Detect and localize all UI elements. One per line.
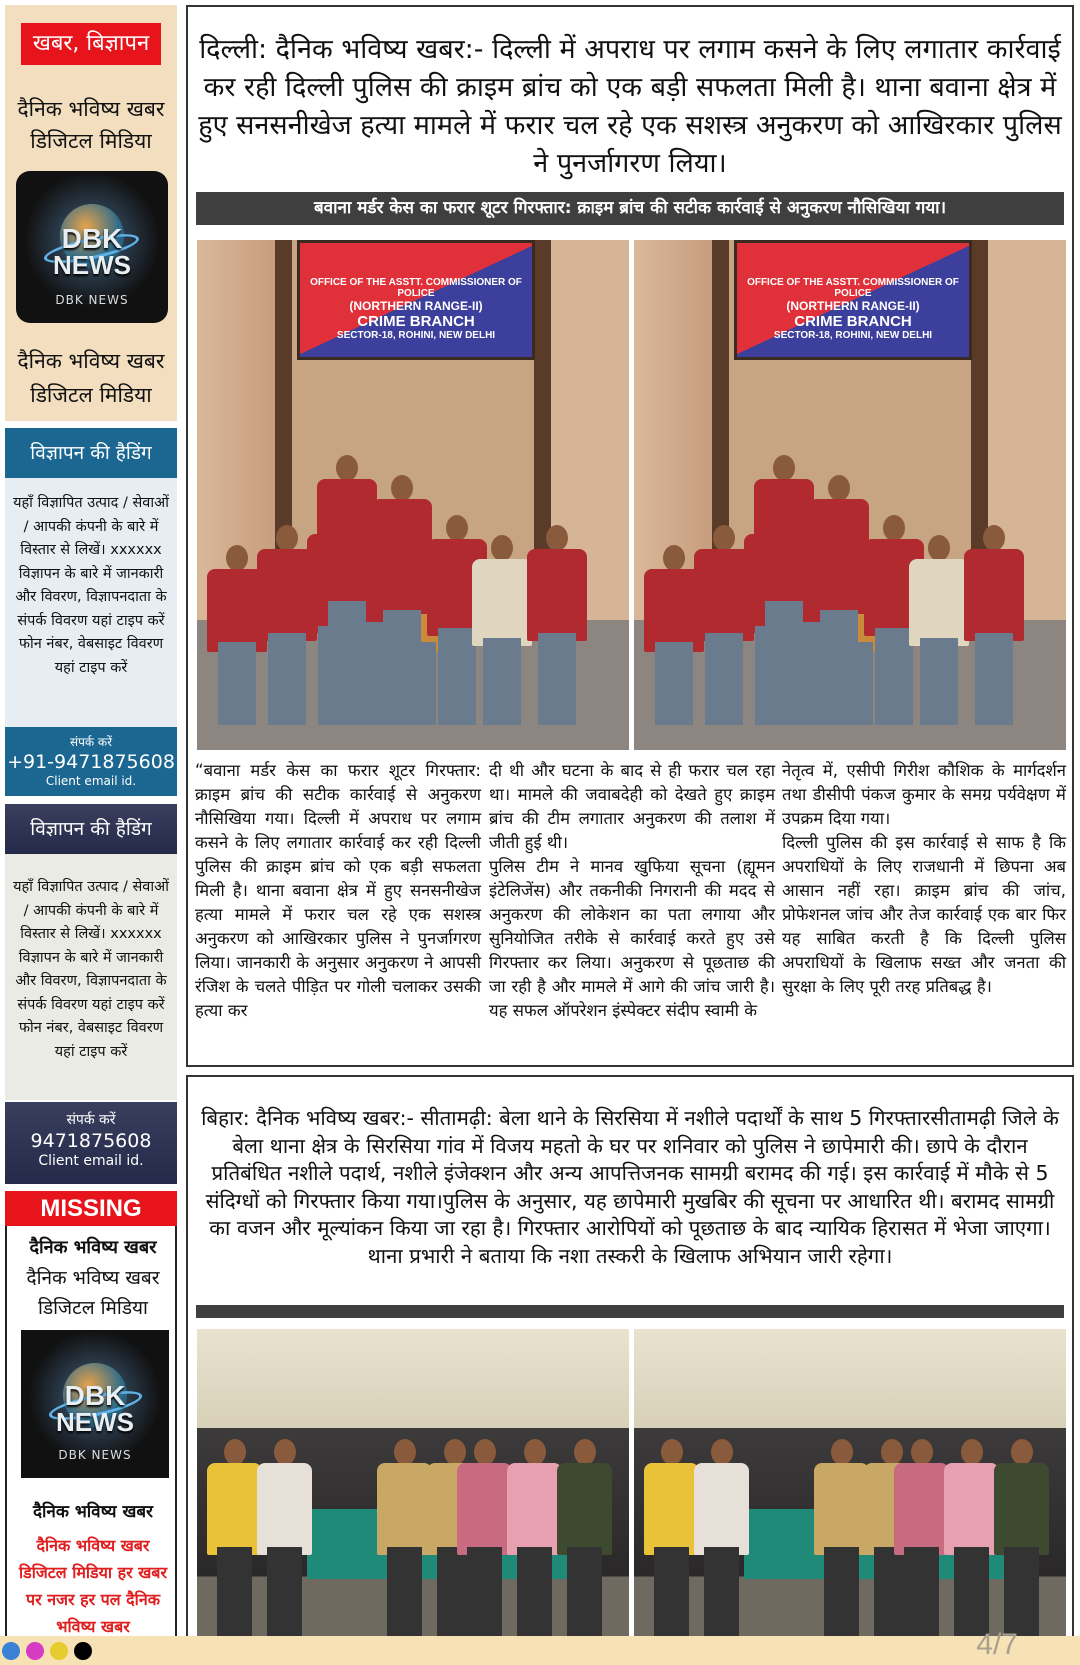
color-dot (2, 1642, 20, 1660)
article-subhead: बवाना मर्डर केस का फरार शूटर गिरफ्तार: क्राइम ब्रांच की सटीक कार्रवाई से अनुकरण नौसिखिया गया। (196, 192, 1064, 225)
person-figure (644, 1439, 699, 1639)
brand-line: दैनिक भविष्य खबर (32, 1502, 154, 1522)
article-column-3 (782, 759, 1066, 999)
sidebar (5, 5, 177, 1635)
ad-contact (5, 1102, 177, 1184)
missing-banner: MISSING (5, 1191, 177, 1226)
person-figure (694, 1439, 749, 1639)
divider-bar (196, 1305, 1064, 1318)
sign-text: (NORTHERN RANGE-II) (786, 299, 920, 313)
logo-text: DBK NEWS (58, 1448, 132, 1463)
ad-heading: विज्ञापन की हैडिंग (5, 804, 177, 854)
contact-phone[interactable]: 9471875608 (30, 1130, 152, 1152)
brand-line: दैनिक भविष्य खबर (17, 97, 165, 121)
article-headline: दिल्ली: दैनिक भविष्य खबर:- दिल्ली में अपराध पर लगाम कसने के लिए लगातार कार्रवाई कर रही दिल्ली पुलिस की क्राइम ब्रांच को एक बड़ी सफलता मिली है। थाना बवाना क्षेत्र में हुए सनसनीखेज हत्या मामले में फरार चल रहे एक सशस्त्र अनुकरण को आखिरकार पुलिस ने पुनर्जागरण लिया। (198, 34, 1062, 179)
brand-line: डिजिटल मिडिया (30, 383, 152, 407)
brand-line: डिजिटल मिडिया (38, 1297, 148, 1319)
ad-body: यहाँ विज्ञापित उत्पाद / सेवाओं / आपकी कंपनी के बारे में विस्तार से लिखें। xxxxxx विज्ञापन के बारे में जानकारी और विवरण, विज्ञापनदाता के संपर्क विवरण यहां टाइप करें फोन नंबर, वेबसाइट विवरण यहां टाइप करें (5, 854, 177, 1100)
article-column-1 (195, 759, 481, 1023)
brand-line: दैनिक भविष्य खबर (17, 349, 165, 373)
color-dot (74, 1642, 92, 1660)
contact-label: संपर्क करें (66, 1112, 116, 1128)
article-column-2 (489, 759, 775, 1023)
person-figure (754, 455, 814, 725)
article-bihar (186, 1075, 1074, 1655)
sign-text: OFFICE OF THE ASSTT. COMMISSIONER OF POLICE (310, 277, 522, 299)
contact-email[interactable]: Client email id. (38, 1153, 144, 1169)
person-figure (207, 1439, 262, 1639)
sign-text: CRIME BRANCH (794, 313, 912, 330)
tagline: दैनिक भविष्य खबर डिजिटल मिडिया हर खबर पर नजर हर पल दैनिक भविष्य खबर (19, 1536, 167, 1636)
brand-line: डिजिटल मिडिया (30, 129, 152, 153)
person-figure (994, 1439, 1049, 1639)
brand-line: दैनिक भविष्य खबर (26, 1267, 160, 1289)
paragraph: पुलिस टीम ने मानव खुफिया सूचना (ह्यूमन इंटेलिजेंस) और तकनीकी निगरानी की मदद से अनुकरण की लोकेशन का पता लगाया और सुनियोजित तरीके से कार्रवाई करते हुए उसे गिरफ्तार कर लिया। अनुकरण से पूछताछ की जा रही है और मामले में आगे की जांच जारी है।यह सफल ऑपरेशन इंस्पेक्टर संदीप स्वामी के (489, 857, 775, 1020)
sign-text: (NORTHERN RANGE-II) (349, 299, 483, 313)
logo-text: NEWS (53, 250, 131, 281)
sign-text: SECTOR-18, ROHINI, NEW DELHI (336, 330, 496, 341)
person-figure (944, 1439, 999, 1639)
person-figure (472, 535, 532, 725)
contact-email[interactable]: Client email id. (45, 774, 137, 788)
person-figure (557, 1439, 612, 1639)
person-figure (964, 525, 1024, 725)
person-figure (809, 475, 869, 725)
article-delhi (186, 5, 1074, 1067)
color-dot (26, 1642, 44, 1660)
person-figure (257, 1439, 312, 1639)
page-footer (0, 1628, 1080, 1665)
photo-crime-branch-team (197, 240, 629, 750)
paragraph: नेतृत्व में, एसीपी गिरीश कौशिक के मार्गदर्शन तथा डीसीपी पंकज कुमार के समग्र पर्यवेक्षण में उपक्रम दिया गया। (782, 761, 1066, 828)
logo-text: DBK (61, 222, 123, 254)
person-figure (527, 525, 587, 725)
sign-text: CRIME BRANCH (357, 313, 475, 330)
person-figure (377, 1439, 432, 1639)
contact-phone[interactable]: +91-9471875608 (7, 751, 175, 773)
brand-line: दैनिक भविष्य खबर (29, 1237, 157, 1258)
logo-text: DBK (64, 1380, 126, 1412)
ad-contact (5, 727, 177, 796)
person-figure (814, 1439, 869, 1639)
sign-text: OFFICE OF THE ASSTT. COMMISSIONER OF POLICE (747, 277, 959, 299)
person-figure (894, 1439, 949, 1639)
photo-seized-goods (197, 1329, 629, 1659)
page-indicator: 4/7 (976, 1628, 1018, 1661)
brand-box (5, 1226, 177, 1640)
logo-text: DBK NEWS (55, 292, 129, 307)
ad-heading: विज्ञापन की हैडिंग (5, 428, 177, 478)
dbk-news-logo (21, 1330, 169, 1478)
paragraph: दी थी और घटना के बाद से ही फरार चल रहा था। मामले की जवाबदेही को देखते हुए क्राइम ब्रांच की टीम लगातार अनुकरण की तलाश में जीती हुई थी। (489, 761, 775, 852)
person-figure (909, 535, 969, 725)
paragraph: दिल्ली पुलिस की इस कार्रवाई से साफ है कि अपराधियों के लिए राजधानी में छिपना अब आसान नहीं रहा। क्राइम ब्रांच की जांच, प्रोफेशनल जांच और तेज कार्रवाई एक बार फिर यह साबित करती है कि दिल्ली पुलिस अपराधियों के खिलाफ सख्त और जनता की सुरक्षा के लिए पूरी तरह प्रतिबद्ध है। (782, 833, 1066, 996)
color-dot (50, 1642, 68, 1660)
photo-seized-goods (634, 1329, 1066, 1659)
person-figure (317, 455, 377, 725)
paragraph: “बवाना मर्डर केस का फरार शूटर गिरफ्तार: क्राइम ब्रांच की सटीक कार्रवाई से अनुकरण नौसिखिया गया। दिल्ली में अपराध पर लगाम कसने के लिए लगातार कार्रवाई कर रही दिल्ली पुलिस की क्राइम ब्रांच को एक बड़ी सफलता मिली है। थाना बवाना क्षेत्र में हुए सनसनीखेज हत्या मामले में फरार चल रहे एक सशस्त्र अनुकरण को आखिरकार पुलिस ने पुनर्जागरण लिया। जानकारी के अनुसार अनुकरण ने आपसी रंजिश के चलते पीड़ित पर गोली चलाकर उसकी हत्या कर (195, 761, 481, 1020)
person-figure (457, 1439, 512, 1639)
article-body: बिहार: दैनिक भविष्य खबर:- सीतामढ़ी: बेला थाने के सिरसिया में नशीले पदार्थों के साथ 5 गिरफ्तारसीतामढ़ी जिले के बेला थाना क्षेत्र के सिरसिया गांव में विजय महतो के घर पर शनिवार को पुलिस ने छापेमारी की। छापे के दौरान प्रतिबंधित नशीले पदार्थ, नशीले इंजेक्शन और अन्य आपत्तिजनक सामग्री बरामद की गई। इस कार्रवाई में मौके से 5 संदिग्धों को गिरफ्तार किया गया।पुलिस के अनुसार, यह छापेमारी मुखबिर की सूचना पर आधारित थी। बरामद सामग्री का वजन और मूल्यांकन किया जा रहा है। गिरफ्तार आरोपियों को पूछताछ के बाद न्यायिक हिरासत में भेजा जाएगा। थाना प्रभारी ने बताया कि नशा तस्करी के खिलाफ अभियान जारी रहेगा। (201, 1106, 1059, 1268)
news-ad-tag: खबर, बिज्ञापन (21, 23, 161, 65)
photo-crime-branch-team (634, 240, 1066, 750)
ad-body: यहाँ विज्ञापित उत्पाद / सेवाओं / आपकी कंपनी के बारे में विस्तार से लिखें। xxxxxx विज्ञापन के बारे में जानकारी और विवरण, विज्ञापनदाता के संपर्क विवरण यहां टाइप करें फोन नंबर, वेबसाइट विवरण यहां टाइप करें (5, 478, 177, 727)
person-figure (372, 475, 432, 725)
contact-label: संपर्क करें (69, 735, 113, 749)
person-figure (507, 1439, 562, 1639)
dbk-news-logo (16, 171, 168, 323)
sign-text: SECTOR-18, ROHINI, NEW DELHI (773, 330, 933, 341)
logo-text: NEWS (56, 1406, 134, 1437)
